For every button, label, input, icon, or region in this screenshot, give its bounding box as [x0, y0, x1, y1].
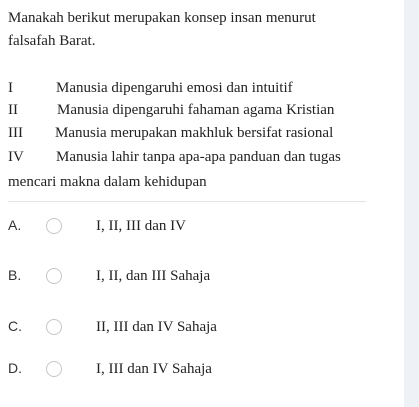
answer-option-a[interactable] [8, 214, 368, 240]
option-text: II, III dan IV Sahaja [96, 319, 217, 335]
radio-button[interactable] [46, 218, 62, 234]
statement-continuation: mencari makna dalam kehidupan [8, 174, 207, 190]
option-text: I, II, III dan IV [96, 218, 186, 234]
statement-item [8, 122, 388, 144]
statement-number: IV [8, 149, 24, 165]
statement-number: II [8, 102, 18, 118]
statement-text: Manusia merupakan makhluk bersifat rasional [55, 125, 334, 141]
question-line: falsafah Barat. [8, 33, 96, 49]
radio-button[interactable] [46, 361, 62, 377]
answer-option-d[interactable] [8, 357, 368, 383]
radio-button[interactable] [46, 268, 62, 284]
radio-button[interactable] [46, 319, 62, 335]
statement-text: Manusia dipengaruhi emosi dan intuitif [56, 80, 293, 96]
statement-item [8, 146, 388, 168]
statement-text: Manusia lahir tanpa apa-apa panduan dan tugas [56, 149, 341, 165]
statement-text: Manusia dipengaruhi fahaman agama Kristian [57, 102, 335, 118]
option-text: I, III dan IV Sahaja [96, 361, 212, 377]
answer-option-c[interactable] [8, 315, 368, 341]
option-letter: C. [8, 318, 22, 334]
page-side-gutter [404, 0, 419, 407]
divider [8, 201, 366, 202]
option-letter: B. [8, 267, 22, 283]
answer-option-b[interactable] [8, 264, 368, 290]
question-text [8, 7, 388, 53]
question-line: Manakah berikut merupakan konsep insan menurut [8, 10, 316, 26]
statement-number: I [8, 80, 13, 96]
option-letter: A. [8, 217, 22, 233]
statement-item [8, 99, 388, 121]
statement-item [8, 77, 388, 99]
option-text: I, II, dan III Sahaja [96, 268, 211, 284]
option-letter: D. [8, 360, 22, 376]
statement-number: III [8, 125, 23, 141]
